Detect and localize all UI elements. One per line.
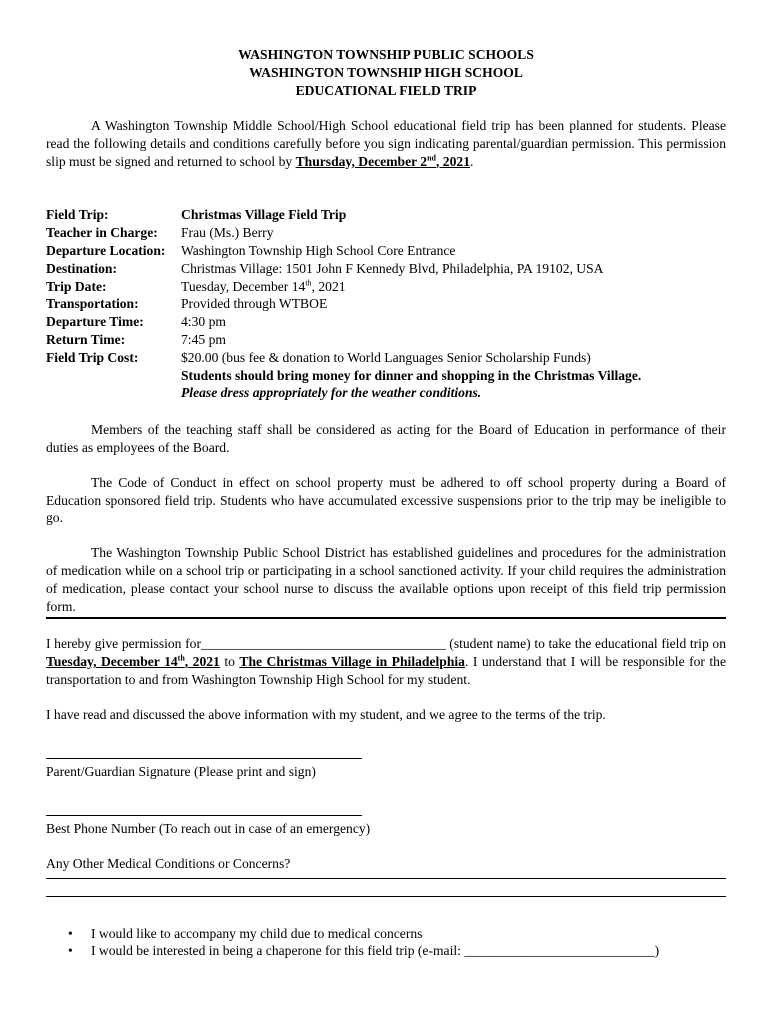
medication-paragraph: The Washington Township Public School District has established guidelines and procedures for the administration of medication while on a school trip or participating in a school sanctioned activity. If your child requires the administration of medication, please contact your school nurse to discuss the available options upon receipt of this field trip permission form. xyxy=(46,545,726,614)
trip-date-label: Trip Date: xyxy=(46,278,107,294)
permission-trip-date xyxy=(46,654,220,669)
detail-cost xyxy=(46,349,726,367)
accompany-text: I would like to accompany my child due to medical concerns xyxy=(91,925,423,941)
phone-line[interactable] xyxy=(46,815,362,816)
trip-date-year: , 2021 xyxy=(311,278,346,294)
return-deadline xyxy=(296,154,470,169)
cost-value: $20.00 (bus fee & donation to World Languages Senior Scholarship Funds) xyxy=(181,349,591,365)
detail-money-note xyxy=(46,367,726,385)
medical-question: Any Other Medical Conditions or Concerns? xyxy=(46,855,291,871)
teacher-label: Teacher in Charge: xyxy=(46,225,158,241)
chaperone-email-field[interactable]: ____________________________ xyxy=(464,943,655,959)
detail-transportation xyxy=(46,295,726,313)
destination-label: Destination: xyxy=(46,260,117,276)
permission-paragraph xyxy=(46,635,726,688)
transportation-value: Provided through WTBOE xyxy=(181,296,328,312)
destination-value: Christmas Village: 1501 John F Kennedy Blvd, Philadelphia, PA 19102, USA xyxy=(181,260,604,276)
field-trip-label: Field Trip: xyxy=(46,207,109,223)
deadline-year: , 2021 xyxy=(436,153,470,169)
detail-return-time xyxy=(46,331,726,349)
intro-paragraph xyxy=(46,117,726,170)
intro-end: . xyxy=(469,153,474,169)
teacher-value: Frau (Ms.) Berry xyxy=(181,225,274,241)
return-time-value: 7:45 pm xyxy=(181,331,226,347)
document-page xyxy=(46,46,726,960)
detail-teacher xyxy=(46,224,726,242)
permission-text-4: . I understand that I will be responsible for the transportation to and from Washington Township High School for my student. xyxy=(46,654,727,687)
trip-date-day: Tuesday, December 14 xyxy=(181,278,306,294)
detail-departure-location xyxy=(46,242,726,260)
district-title: WASHINGTON TOWNSHIP PUBLIC SCHOOLS xyxy=(238,47,534,62)
staff-paragraph: Members of the teaching staff shall be considered as acting for the Board of Education in performance of their duties as employees of the Board. xyxy=(46,422,726,455)
permission-text-3: to xyxy=(219,654,240,670)
options-list xyxy=(46,925,726,961)
trip-date-value xyxy=(181,278,726,296)
departure-location-value: Washington Township High School Core Entrance xyxy=(181,242,456,258)
transportation-label: Transportation: xyxy=(46,296,139,312)
permission-date-year: , 2021 xyxy=(184,654,220,670)
field-trip-value: Christmas Village Field Trip xyxy=(181,207,347,223)
phone-label: Best Phone Number (To reach out in case of an emergency) xyxy=(46,820,371,836)
option-chaperone[interactable] xyxy=(46,942,726,960)
signature-label: Parent/Guardian Signature (Please print and sign) xyxy=(46,763,316,779)
option-accompany[interactable] xyxy=(46,925,726,943)
detail-trip-date xyxy=(46,278,726,296)
permission-date-day: Tuesday, December 14 xyxy=(46,654,178,670)
deadline-suffix: nd xyxy=(427,153,436,163)
return-time-label: Return Time: xyxy=(46,331,126,347)
money-note: Students should bring money for dinner and shopping in the Christmas Village. xyxy=(181,367,642,383)
permission-date-suffix: th xyxy=(177,653,185,663)
permission-text-1: I hereby give permission for xyxy=(46,636,201,652)
chaperone-text: I would be interested in being a chaperone for this field trip (e-mail: xyxy=(91,943,465,959)
detail-destination xyxy=(46,260,726,278)
bullet-icon: • xyxy=(68,943,73,959)
cost-label: Field Trip Cost: xyxy=(46,349,139,365)
detail-field-trip xyxy=(46,206,726,224)
student-name-field[interactable]: ____________________________________ xyxy=(200,636,446,652)
dress-note: Please dress appropriately for the weather conditions. xyxy=(181,385,482,401)
bullet-icon: • xyxy=(68,925,73,941)
intro-text: A Washington Township Middle School/High School educational field trip has been planned for students. Please read the following details and conditions carefully before you sign indicating parental/guardian permission. This permission slip must be signed and returned to school by xyxy=(46,118,726,169)
agreement-paragraph: I have read and discussed the above information with my student, and we agree to the terms of the trip. xyxy=(46,706,606,722)
departure-time-value: 4:30 pm xyxy=(181,314,226,330)
conduct-paragraph: The Code of Conduct in effect on school property must be adhered to off school property during a Board of Education sponsored field trip. Students who have accumulated excessive suspensions prior to the trip may be ineligible to go. xyxy=(46,474,726,526)
signature-line[interactable] xyxy=(46,758,362,759)
detail-departure-time xyxy=(46,313,726,331)
trip-details xyxy=(46,206,726,402)
deadline-date: Thursday, December 2 xyxy=(295,153,428,169)
departure-time-label: Departure Time: xyxy=(46,314,144,330)
medical-line-2[interactable] xyxy=(46,896,726,897)
trip-date-suffix: th xyxy=(305,278,312,288)
document-header xyxy=(46,46,726,100)
chaperone-close: ) xyxy=(654,943,660,959)
permission-text-2: (student name) to take the educational field trip on xyxy=(445,636,726,652)
form-title: EDUCATIONAL FIELD TRIP xyxy=(295,83,477,98)
detail-dress-note xyxy=(46,384,726,402)
medical-line-1[interactable] xyxy=(46,878,726,879)
section-divider xyxy=(46,617,726,619)
school-title: WASHINGTON TOWNSHIP HIGH SCHOOL xyxy=(249,65,523,80)
departure-location-label: Departure Location: xyxy=(46,242,166,258)
permission-place: The Christmas Village in Philadelphia xyxy=(239,654,465,670)
